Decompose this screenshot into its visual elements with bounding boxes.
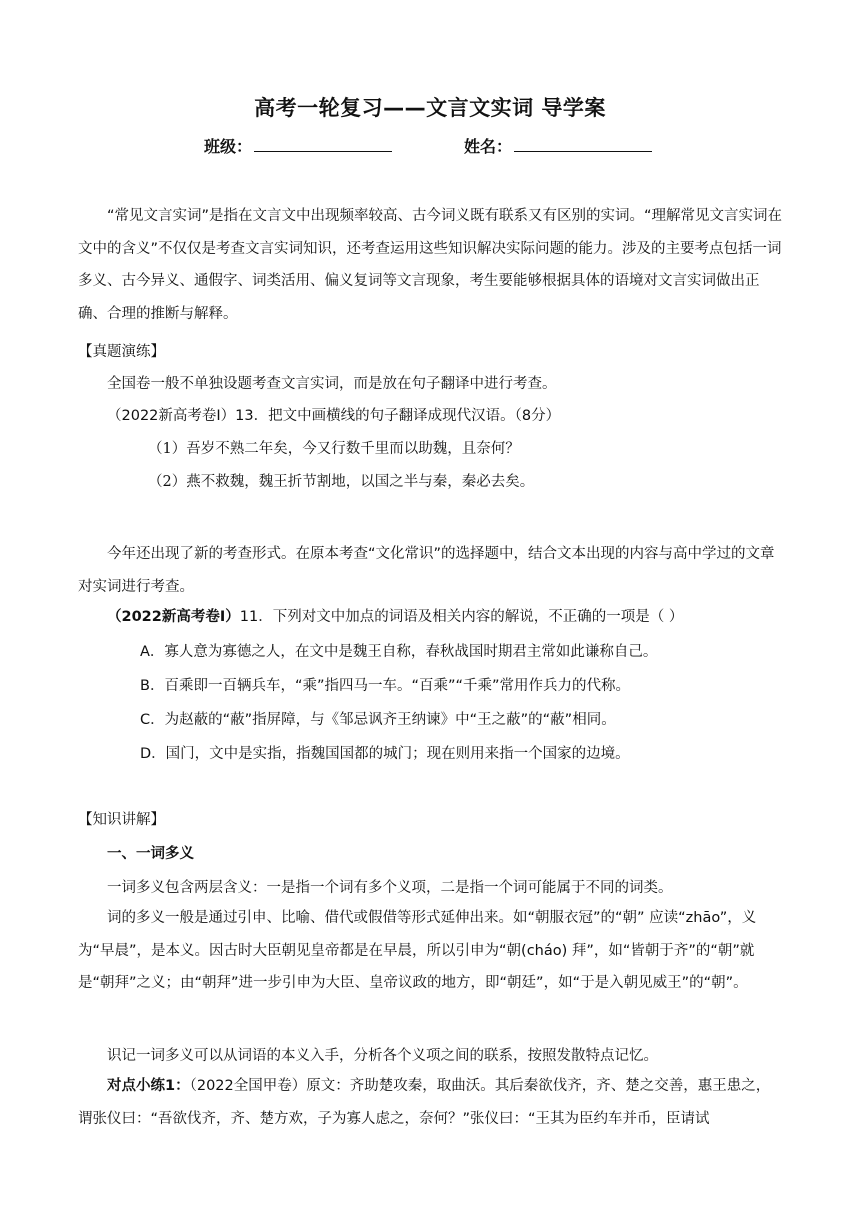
option-a: A．寡人意为寡德之人，在文中是魏王自称，春秋战国时期君主常如此谦称自己。 [140,644,658,660]
option-d: D．国门，文中是实指，指魏国国都的城门；现在则用来指一个国家的边境。 [140,746,630,762]
polysemy-explanation: 词的多义一般是通过引申、比喻、借代或假借等形式延伸出来。如“朝服衣冠”的“朝” 应读“zhāo”，义为“早晨”，是本义。因古时大臣朝见皇帝都是在早晨，所以引申为“朝(cháo) 拜”，如“皆朝于齐”的“朝”就是“朝拜”之义；由“朝拜”进一步引申为大臣、皇帝议政的地方，即“朝廷”，如“于是入朝见威王”的“朝”。 [78,910,757,991]
question-13-item-2: （2）燕不救魏，魏王折节割地，以国之半与秦，秦必去矣。 [148,474,535,490]
name-label: 姓名： [464,137,513,156]
option-c: C．为赵蔽的“蔽”指屏障，与《邹忌讽齐王纳谏》中“王之蔽”的“蔽”相同。 [140,712,616,728]
question-11-stem: 11．下列对文中加点的词语及相关内容的解说，不正确的一项是（ ） [239,609,684,625]
question-13-item-1: （1）吾岁不熟二年矣，今又行数千里而以助魏，且奈何？ [148,441,520,457]
polysemy-definition: 一词多义包含两层含义：一是指一个词有多个义项，二是指一个词可能属于不同的词类。 [107,880,673,896]
drill-label: 对点小练1： [107,1078,190,1094]
section-heading-practice: 【真题演练】 [78,344,165,360]
question-11 [107,605,683,626]
practice-note: 全国卷一般不单独设题考查文言实词，而是放在句子翻译中进行考查。 [107,376,557,392]
option-b: B．百乘即一百辆兵车，“乘”指四马一车。“百乘”“千乘”常用作兵力的代称。 [140,678,631,694]
question-13: （2022新高考卷Ⅰ）13．把文中画横线的句子翻译成现代汉语。（8分） [107,408,561,424]
new-form-paragraph: 今年还出现了新的考查形式。在原本考查“文化常识”的选择题中，结合文本出现的内容与高中学过的文章对实词进行考查。 [78,546,775,595]
class-label: 班级： [204,137,253,156]
class-field [204,134,392,157]
question-11-source: （2022新高考卷Ⅰ） [107,609,240,625]
polysemy-memory-tip: 识记一词多义可以从词语的本义入手，分析各个义项之间的联系，按照发散特点记忆。 [107,1048,658,1064]
name-blank[interactable] [514,137,652,152]
section-heading-knowledge: 【知识讲解】 [78,812,165,828]
page-title: 高考一轮复习——文言文实词 导学案 [254,96,606,120]
intro-paragraph: “常见文言实词”是指在文言文中出现频率较高、古今词义既有联系又有区别的实词。“理解常见文言实词在文中的含义”不仅仅是考查文言实词知识，还考查运用这些知识解决实际问题的能力。涉及的主要考点包括一词多义、古今异义、通假字、词类活用、偏义复词等文言现象，考生要能够根据具体的语境对文言实词做出正确、合理的推断与解释。 [78,208,783,322]
drill-text: （2022全国甲卷）原文：齐助楚攻秦，取曲沃。其后秦欲伐齐，齐、楚之交善，惠王患之，谓张仪曰：“吾欲伐齐，齐、楚方欢，子为寡人虑之，奈何？”张仪曰：“王其为臣约车并币，臣请试 [78,1078,771,1127]
heading-polysemy: 一、一词多义 [107,846,194,862]
name-field [464,134,652,157]
class-blank[interactable] [254,137,392,152]
drill-paragraph [78,1070,784,1135]
